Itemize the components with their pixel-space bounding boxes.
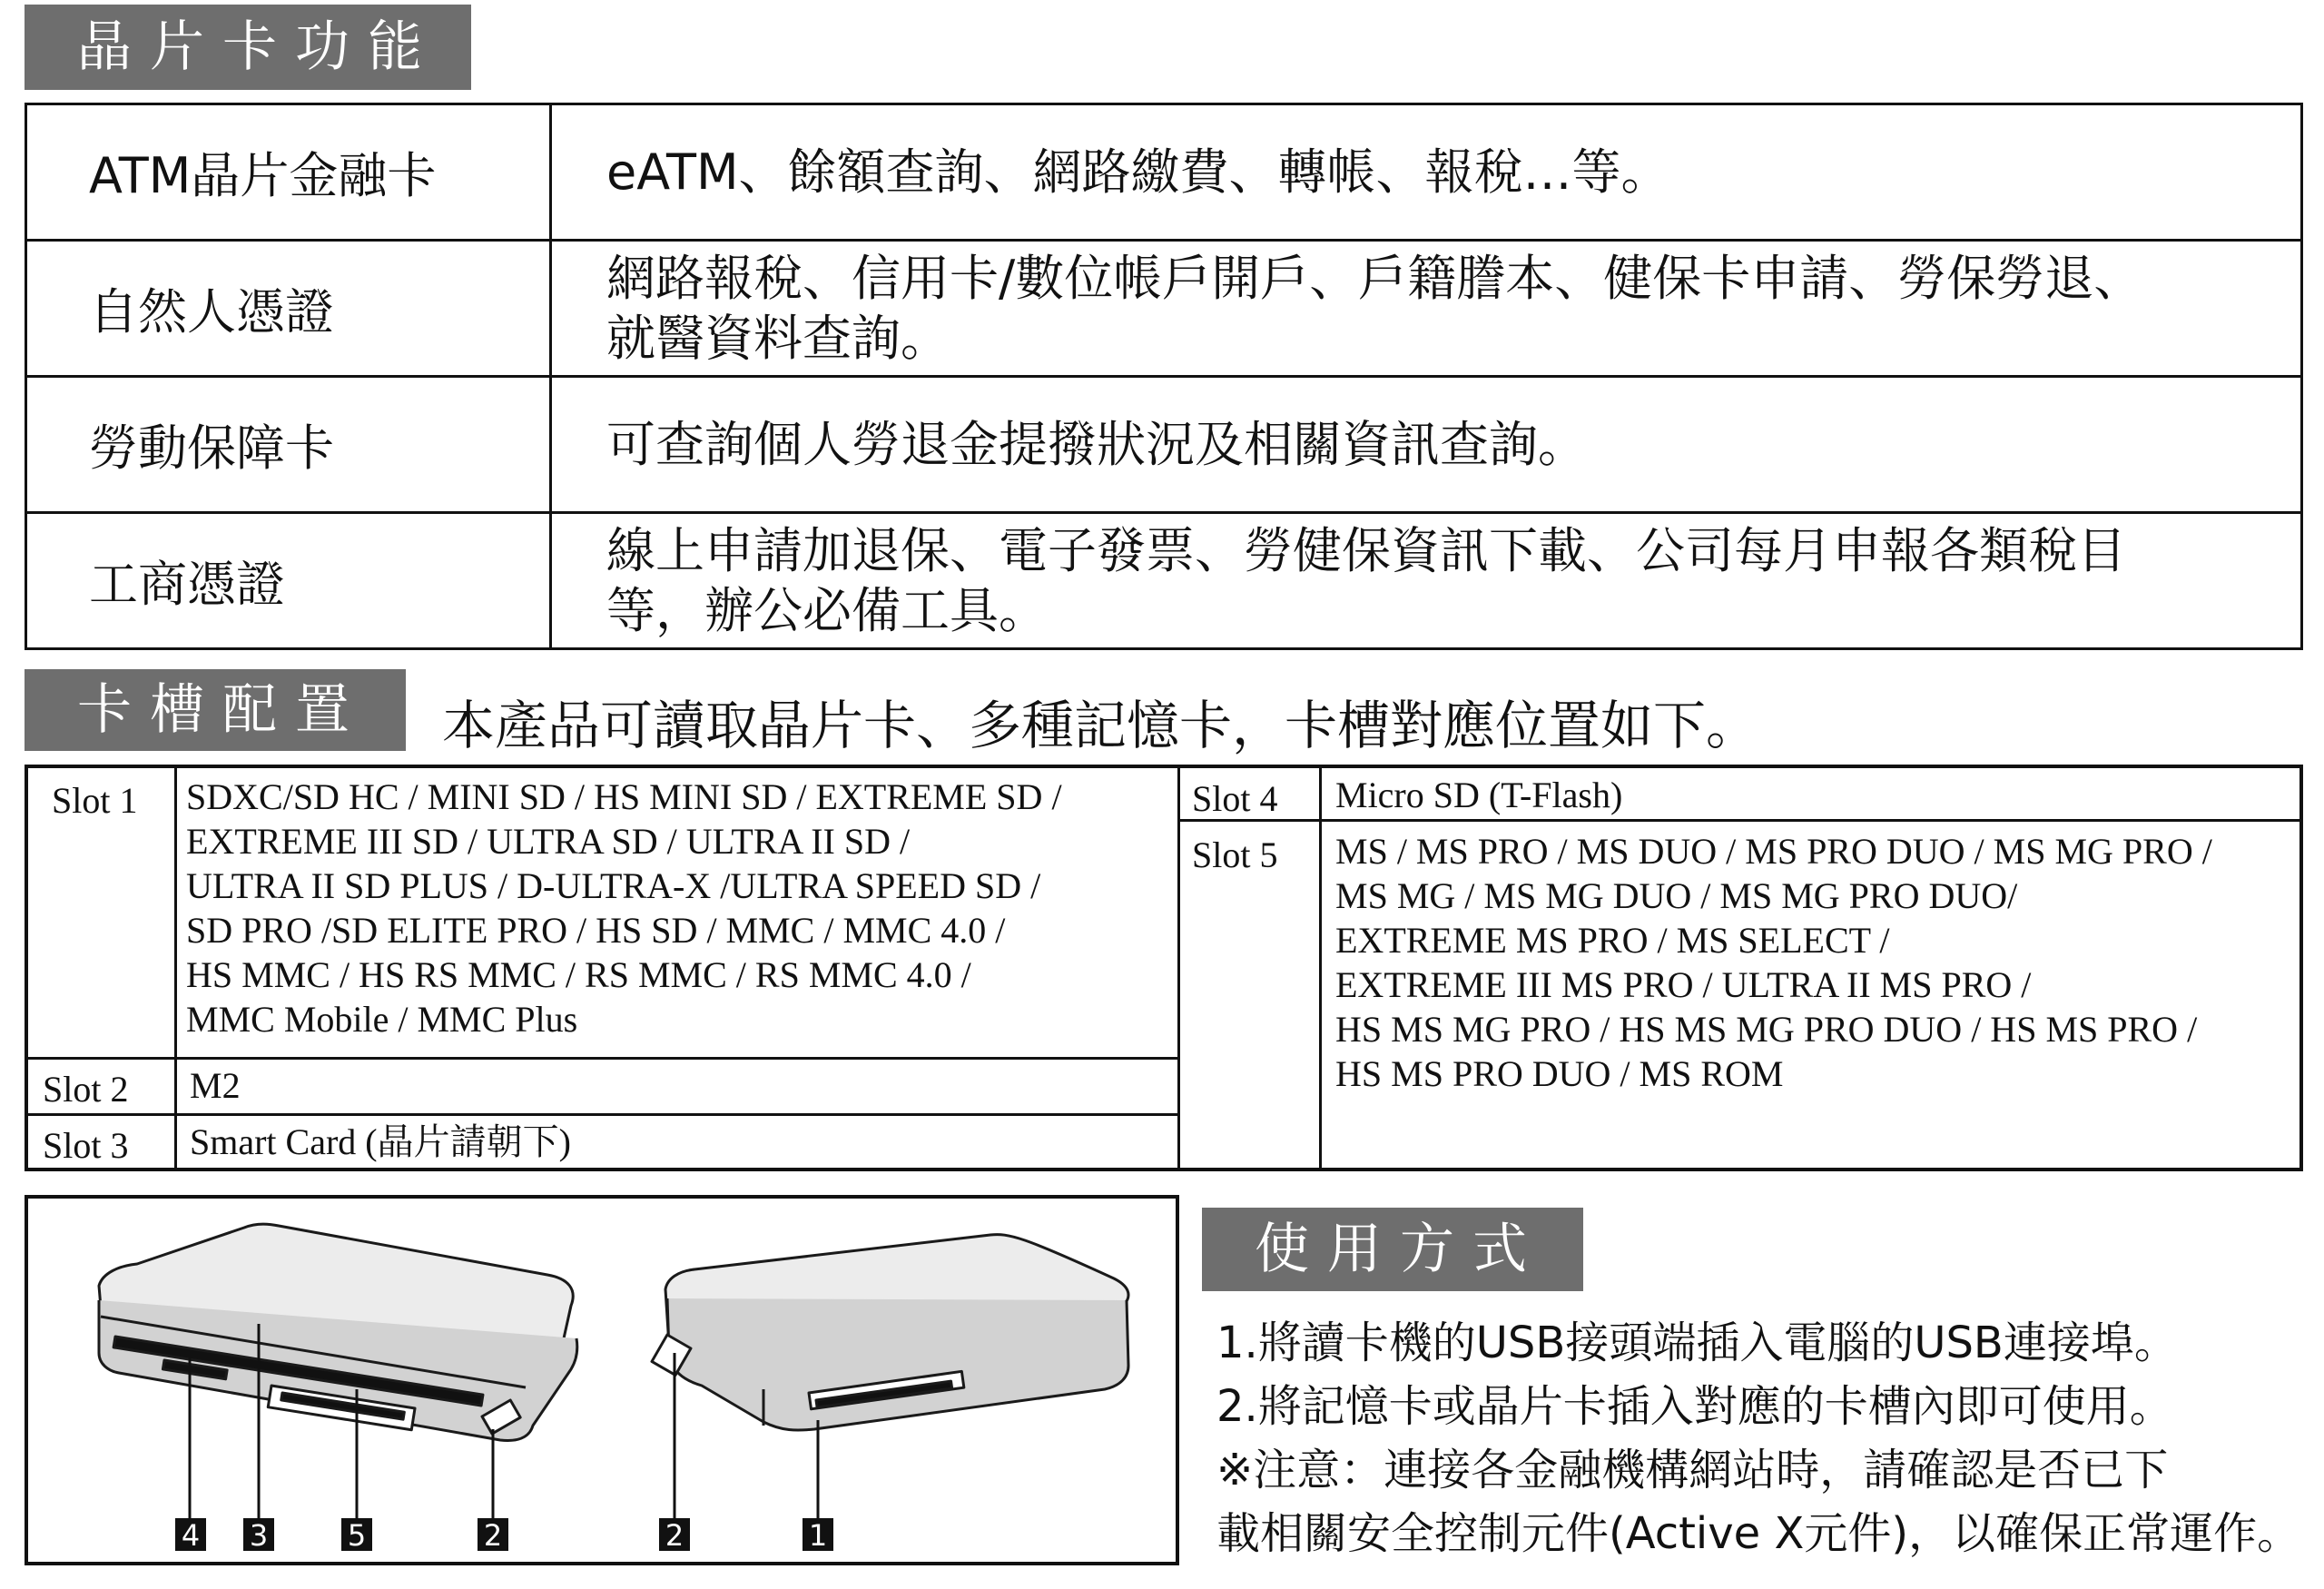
- slot-4-cards: Micro SD (T-Flash): [1335, 775, 1623, 815]
- slot-2-label: Slot 2: [43, 1069, 129, 1110]
- callout-4: 4: [181, 1518, 201, 1553]
- card-functions-table: [25, 103, 2303, 650]
- function-name: 工商憑證: [26, 513, 551, 649]
- slot-5-cards: MS / MS PRO / MS DUO / MS PRO DUO / MS MG PRO / MS MG / MS MG DUO / MS MG PRO DUO/ EXTREME MS PRO / MS SELECT / EXTREME III MS PRO / ULTRA II MS PRO / HS MS MG PRO / HS MS MG PRO DUO / HS MS PRO / HS MS PRO DUO / MS ROM: [1335, 831, 2212, 1094]
- slot-3-cards: Smart Card (晶片請朝下): [190, 1121, 571, 1162]
- callout-1: 1: [808, 1518, 828, 1553]
- description-line: 線上申請加退保、電子發票、勞健保資訊下載、公司每月申報各類稅目: [606, 521, 2126, 579]
- table-row: [26, 104, 2302, 241]
- section-title-slot-config: 卡槽配置: [25, 669, 406, 751]
- usage-note-line-2: 載相關安全控制元件(Active X元件)，以確保正常運作。: [1216, 1508, 2301, 1559]
- callout-2: 2: [483, 1518, 503, 1553]
- slot-3-label: Slot 3: [43, 1125, 129, 1166]
- function-description: [551, 104, 2302, 241]
- description-line: eATM、餘額查詢、網路繳費、轉帳、報稅…等。: [606, 143, 1670, 201]
- table-row: [26, 241, 2302, 377]
- slot-1-label: Slot 1: [52, 780, 138, 821]
- slot-config-intro: 本產品可讀取晶片卡、多種記憶卡，卡槽對應位置如下。: [442, 695, 1759, 756]
- function-description: [551, 377, 2302, 513]
- function-name: ATM晶片金融卡: [26, 104, 551, 241]
- description-line: 等，辦公必備工具。: [606, 581, 1048, 639]
- callout-markers: [175, 1518, 833, 1553]
- function-name: 勞動保障卡: [26, 377, 551, 513]
- description-line: 可查詢個人勞退金提撥狀況及相關資訊查詢。: [606, 415, 1587, 473]
- usage-step-1: 1.將讀卡機的USB接頭端插入電腦的USB連接埠。: [1216, 1318, 2178, 1368]
- description-line: 就醫資料查詢。: [606, 309, 950, 367]
- section-title-usage: 使用方式: [1202, 1208, 1583, 1291]
- callout-5: 5: [347, 1518, 367, 1553]
- slot-2-cards: M2: [190, 1065, 241, 1106]
- section-title-card-functions: 晶片卡功能: [25, 5, 471, 90]
- callout-3: 3: [249, 1518, 269, 1553]
- slot-4-label: Slot 4: [1192, 778, 1278, 819]
- usage-step-2: 2.將記憶卡或晶片卡插入對應的卡槽內即可使用。: [1216, 1381, 2173, 1432]
- description-line: 網路報稅、信用卡/數位帳戶開戶、戶籍謄本、健保卡申請、勞保勞退、: [606, 249, 2143, 307]
- card-reader-drawing: [28, 1199, 1176, 1562]
- slot-table: [25, 765, 2303, 1171]
- table-row: [26, 513, 2302, 649]
- card-reader-front: [99, 1224, 577, 1441]
- function-name: 自然人憑證: [26, 241, 551, 377]
- callout-2: 2: [665, 1518, 684, 1553]
- table-row: [26, 377, 2302, 513]
- slot-5-label: Slot 5: [1192, 834, 1278, 875]
- slot-1-cards: SDXC/SD HC / MINI SD / HS MINI SD / EXTREME SD / EXTREME III SD / ULTRA SD / ULTRA II SD / ULTRA II SD PLUS / D-ULTRA-X /ULTRA SPEED SD / SD PRO /SD ELITE PRO / HS SD / MMC / MMC 4.0 / HS MMC / HS RS MMC / RS MMC / RS MMC 4.0 / MMC Mobile / MMC Plus: [186, 776, 1062, 1040]
- function-description: [551, 513, 2302, 649]
- usage-note-line-1: ※注意：連接各金融機構網站時，請確認是否已下: [1216, 1445, 2169, 1495]
- function-description: [551, 241, 2302, 377]
- card-reader-side: [652, 1235, 1128, 1430]
- card-reader-illustration: [25, 1195, 1179, 1565]
